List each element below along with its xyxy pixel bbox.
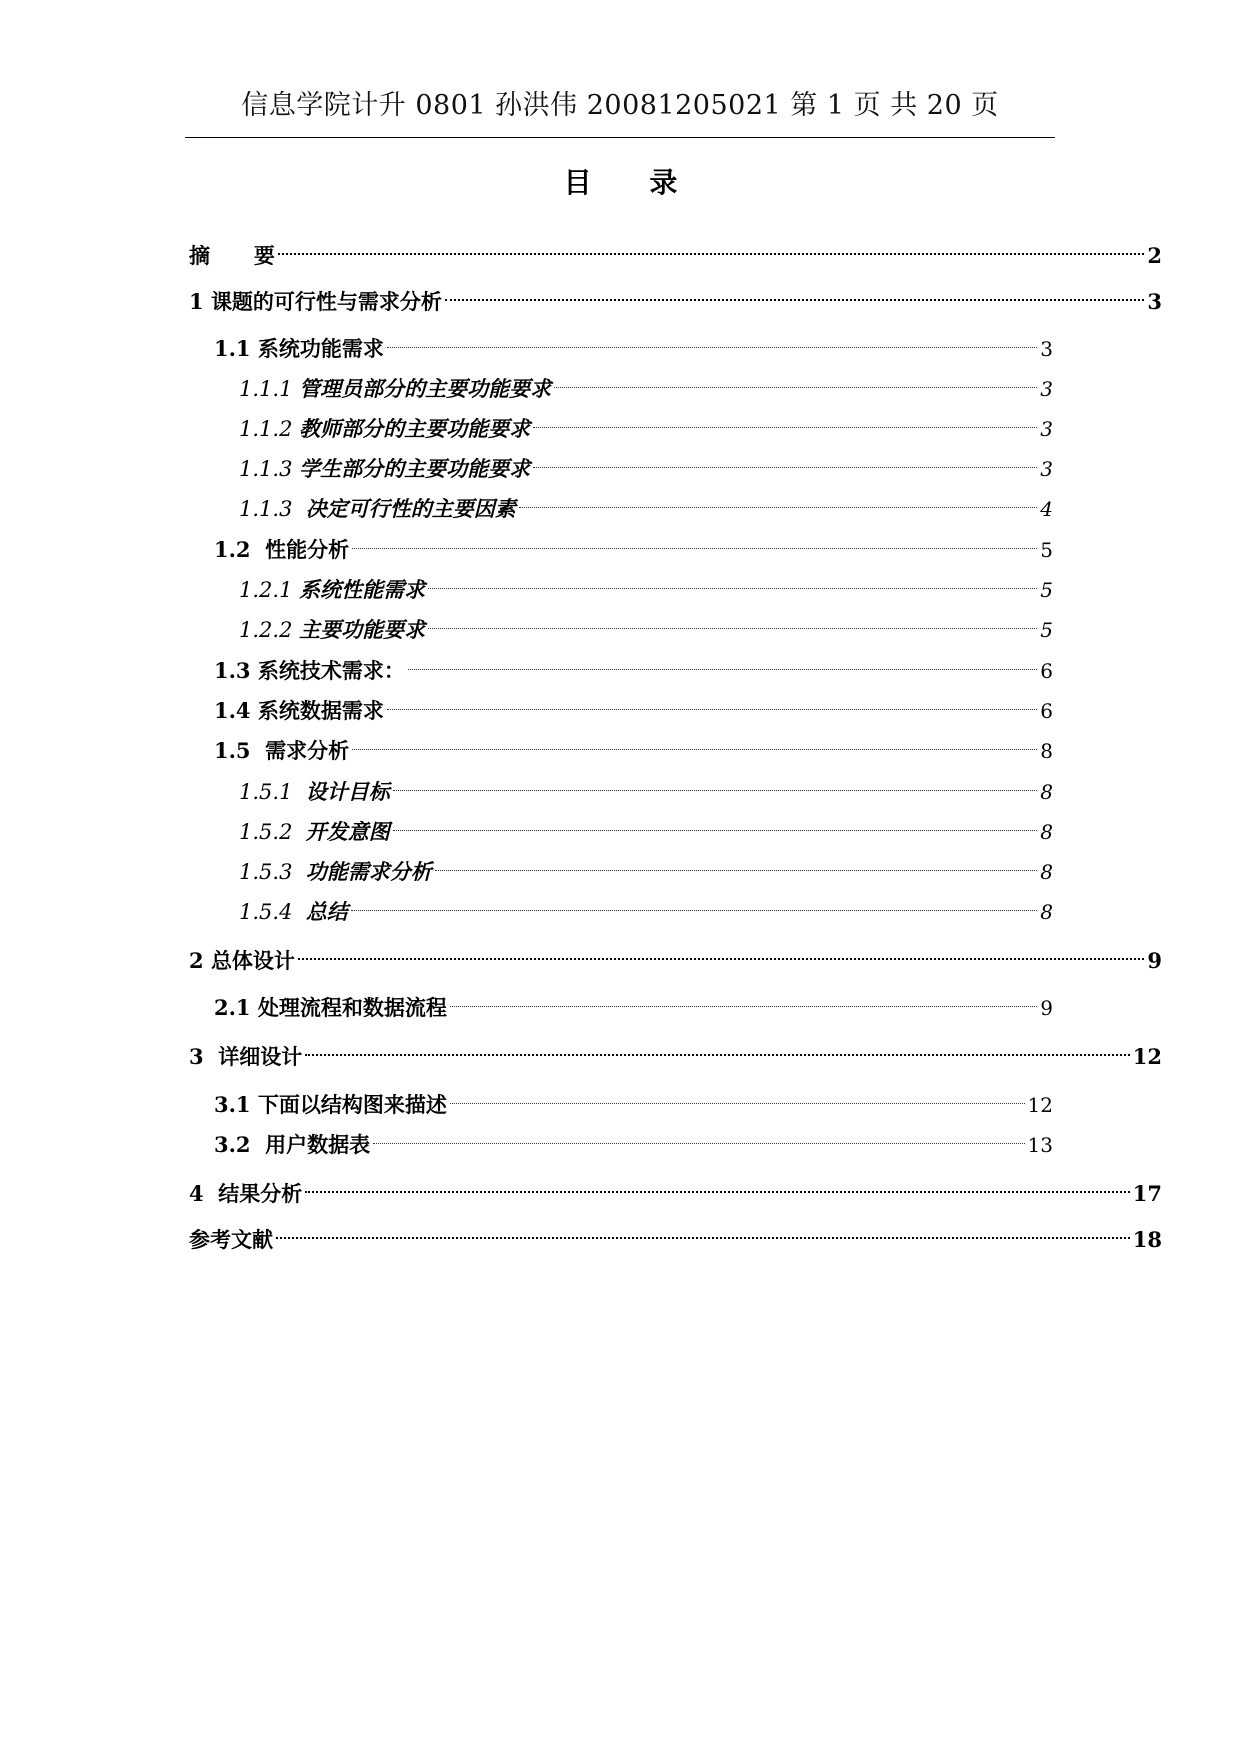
toc-page-number: 12 (1027, 1093, 1053, 1117)
toc-dot-leader (373, 1118, 1024, 1152)
toc-dot-leader (519, 482, 1037, 516)
toc-dot-leader (305, 1167, 1130, 1201)
toc-page-number: 5 (1040, 578, 1053, 602)
toc-dot-leader (352, 724, 1037, 758)
toc-entry[interactable] (189, 229, 1162, 268)
toc-entry[interactable] (214, 1118, 1053, 1157)
toc-page-number: 6 (1040, 659, 1053, 683)
toc-dot-leader (276, 1213, 1130, 1247)
toc-dot-leader (278, 229, 1145, 263)
toc-entry-label: 3.2 用户数据表 (214, 1132, 371, 1157)
toc-entry-label: 1.1.3 学生部分的主要功能要求 (239, 457, 531, 481)
toc-dot-leader (533, 402, 1037, 436)
toc-entry-label: 1.5.1 设计目标 (239, 780, 390, 804)
toc-entry[interactable] (189, 1213, 1162, 1252)
toc-page-number: 3 (1040, 417, 1053, 441)
toc-dot-leader (554, 362, 1037, 396)
toc-entry[interactable] (239, 362, 1053, 401)
toc-page-number: 6 (1040, 699, 1053, 723)
toc-entry-label: 1.5 需求分析 (214, 738, 350, 763)
toc-entry[interactable] (239, 765, 1053, 804)
toc-dot-leader (387, 322, 1037, 356)
toc-entry[interactable] (189, 275, 1162, 314)
toc-dot-leader (445, 275, 1144, 309)
toc-dot-leader (351, 885, 1037, 919)
toc-entry-label: 3 详细设计 (189, 1044, 303, 1069)
toc-page-number: 4 (1040, 497, 1053, 521)
toc-entry[interactable] (239, 805, 1053, 844)
toc-entry-label: 1.2.2 主要功能要求 (239, 618, 426, 642)
toc-page-number: 3 (1040, 457, 1053, 481)
toc-dot-leader (408, 644, 1037, 678)
toc-dot-leader (352, 523, 1037, 557)
toc-entry[interactable] (239, 442, 1053, 481)
toc-entry-label: 1.1.3 决定可行性的主要因素 (239, 497, 516, 521)
toc-entry-label: 1 课题的可行性与需求分析 (189, 289, 442, 314)
toc-entry-label: 1.5.4 总结 (239, 900, 348, 924)
toc-page-number: 8 (1040, 860, 1053, 884)
toc-entry[interactable] (214, 684, 1053, 723)
toc-entry[interactable] (214, 644, 1053, 683)
toc-entry[interactable] (214, 322, 1053, 361)
toc-entry-label: 1.2 性能分析 (214, 537, 350, 562)
toc-entry[interactable] (189, 934, 1162, 973)
toc-entry[interactable] (214, 724, 1053, 763)
toc-entry-label: 2.1 处理流程和数据流程 (214, 995, 447, 1020)
toc-page-number: 13 (1027, 1133, 1053, 1157)
toc-entry[interactable] (189, 1167, 1162, 1206)
toc-page-number: 5 (1040, 538, 1053, 562)
toc-dot-leader (393, 805, 1037, 839)
toc-page-number: 8 (1040, 820, 1053, 844)
toc-entry-label: 摘 要 (189, 244, 275, 268)
toc-page-number: 9 (1147, 948, 1162, 973)
toc-entry[interactable] (239, 885, 1053, 924)
toc-dot-leader (387, 684, 1037, 718)
toc-entry-label: 3.1 下面以结构图来描述 (214, 1092, 447, 1117)
toc-page-number: 3 (1040, 337, 1053, 361)
toc-entry-label: 2 总体设计 (189, 948, 295, 973)
toc-dot-leader (435, 845, 1037, 879)
toc-entry-label: 1.3 系统技术需求： (214, 658, 405, 683)
page-header: 信息学院计升 0801 孙洪伟 20081205021 第 1 页 共 20 页 (185, 86, 1055, 138)
toc-dot-leader (450, 1078, 1025, 1112)
toc-page-number: 8 (1040, 739, 1053, 763)
toc-page-number: 3 (1147, 289, 1162, 314)
toc-entry[interactable] (239, 845, 1053, 884)
toc-entry-label: 1.4 系统数据需求 (214, 698, 384, 723)
toc-entry[interactable] (239, 482, 1053, 521)
toc-dot-leader (393, 765, 1037, 799)
toc-page-number: 18 (1132, 1227, 1162, 1252)
toc-entry[interactable] (239, 563, 1053, 602)
toc-page-number: 8 (1040, 780, 1053, 804)
toc-entry[interactable] (214, 1078, 1053, 1117)
toc-page-number: 12 (1132, 1044, 1162, 1069)
toc-dot-leader (533, 442, 1037, 476)
toc-entry[interactable] (214, 523, 1053, 562)
toc-page-number: 8 (1040, 900, 1053, 924)
toc-page-number: 17 (1132, 1181, 1162, 1206)
toc-entry[interactable] (214, 981, 1053, 1020)
toc-entry[interactable] (239, 603, 1053, 642)
toc-page-number: 9 (1040, 996, 1053, 1020)
toc-page-number: 2 (1147, 243, 1162, 268)
toc-dot-leader (428, 563, 1037, 597)
toc-page-number: 3 (1040, 377, 1053, 401)
toc-entry-label: 1.1 系统功能需求 (214, 336, 384, 361)
toc-dot-leader (450, 981, 1037, 1015)
toc-dot-leader (428, 603, 1037, 637)
toc-entry-label: 1.1.1 管理员部分的主要功能要求 (239, 377, 552, 401)
toc-entry-label: 4 结果分析 (189, 1181, 303, 1206)
toc-entry-label: 1.1.2 教师部分的主要功能要求 (239, 417, 531, 441)
toc-entry-label: 1.5.2 开发意图 (239, 820, 390, 844)
toc-entry-label: 1.5.3 功能需求分析 (239, 860, 432, 884)
toc-dot-leader (305, 1030, 1130, 1064)
toc-entry-label: 参考文献 (189, 1228, 273, 1252)
toc-entry[interactable] (189, 1030, 1162, 1069)
toc-page-number: 5 (1040, 618, 1053, 642)
toc-title: 目 录 (563, 166, 702, 199)
toc-entry-label: 1.2.1 系统性能需求 (239, 578, 426, 602)
toc-dot-leader (298, 934, 1144, 968)
toc-entry[interactable] (239, 402, 1053, 441)
